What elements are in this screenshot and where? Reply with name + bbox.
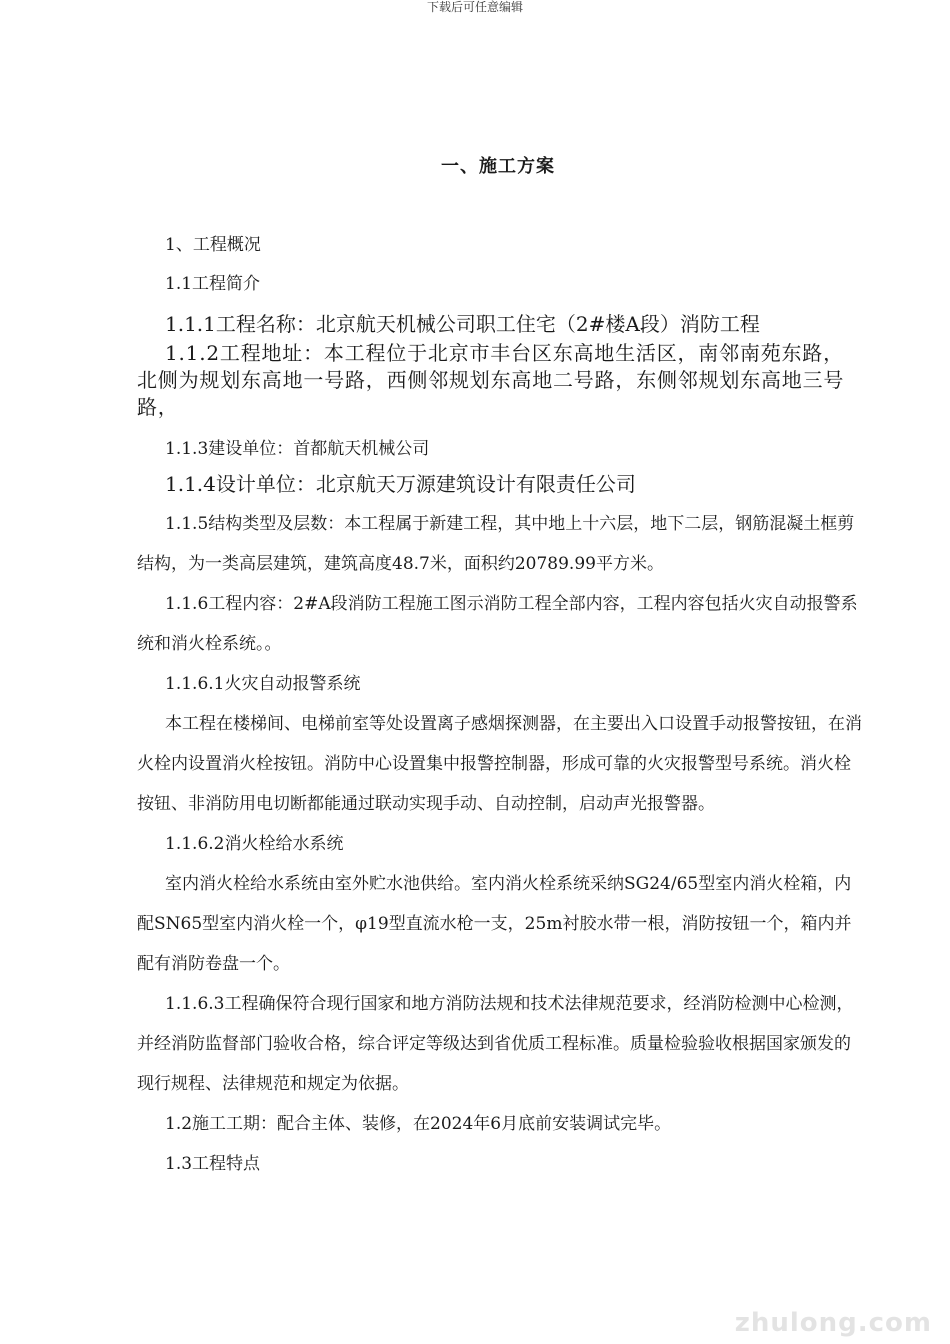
paragraph-project-content: 1.1.6工程内容：2#A段消防工程施工图示消防工程全部内容，工程内容包括火灾自动报警系统和消火栓系统。。 <box>137 594 858 654</box>
watermark-logo: zhulong.com <box>734 1308 932 1338</box>
page-title: 一、施工方案 <box>441 156 555 177</box>
paragraph-structure: 1.1.5结构类型及层数：本工程属于新建工程，其中地上十六层，地下二层，钢筋混凝土框剪结构，为一类高层建筑，建筑高度48.7米，面积约20789.99平方米。 <box>137 514 855 574</box>
paragraph-fire-alarm-system: 本工程在楼梯间、电梯前室等处设置离子感烟探测器，在主要出入口设置手动报警按钮，在消火栓内设置消火栓按钮。消防中心设置集中报警控制器，形成可靠的火灾报警型号系统。消火栓按钮、非消防用电切断都能通过联动实现手动、自动控制，启动声光报警器。 <box>137 714 862 814</box>
heading-project-overview: 1、工程概况 <box>165 235 261 255</box>
heading-project-intro: 1.1工程简介 <box>165 274 261 294</box>
paragraph-project-address: 1.1.2工程地址：本工程位于北京市丰台区东高地生活区，南邻南苑东路，北侧为规划东高地一号路，西侧邻规划东高地二号路，东侧邻规划东高地三号路， <box>137 341 845 419</box>
paragraph-compliance: 1.1.6.3工程确保符合现行国家和地方消防法规和技术法律规范要求，经消防检测中心检测，并经消防监督部门验收合格，综合评定等级达到省优质工程标准。质量检验验收根据国家颁发的现行规程、法律规范和规定为依据。 <box>137 994 854 1094</box>
heading-project-features: 1.3工程特点 <box>165 1154 261 1174</box>
paragraph-hydrant-water-system: 室内消火栓给水系统由室外贮水池供给。室内消火栓系统采纳SG24/65型室内消火栓箱，内配SN65型室内消火栓一个，φ19型直流水枪一支，25m衬胶水带一根，消防按钮一个，箱内并配有消防卷盘一个。 <box>137 874 852 974</box>
header-note: 下载后可任意编辑 <box>426 0 523 14</box>
paragraph-design-unit: 1.1.4设计单位：北京航天万源建筑设计有限责任公司 <box>165 472 636 496</box>
heading-fire-alarm-system: 1.1.6.1火灾自动报警系统 <box>165 674 361 694</box>
paragraph-project-name: 1.1.1工程名称：北京航天机械公司职工住宅（2#楼A段）消防工程 <box>165 312 760 336</box>
paragraph-construction-period: 1.2施工工期：配合主体、装修，在2024年6月底前安装调试完毕。 <box>165 1114 672 1134</box>
heading-hydrant-water-system: 1.1.6.2消火栓给水系统 <box>165 834 344 854</box>
document-body <box>137 225 863 1184</box>
paragraph-construction-unit: 1.1.3建设单位：首都航天机械公司 <box>165 439 430 459</box>
